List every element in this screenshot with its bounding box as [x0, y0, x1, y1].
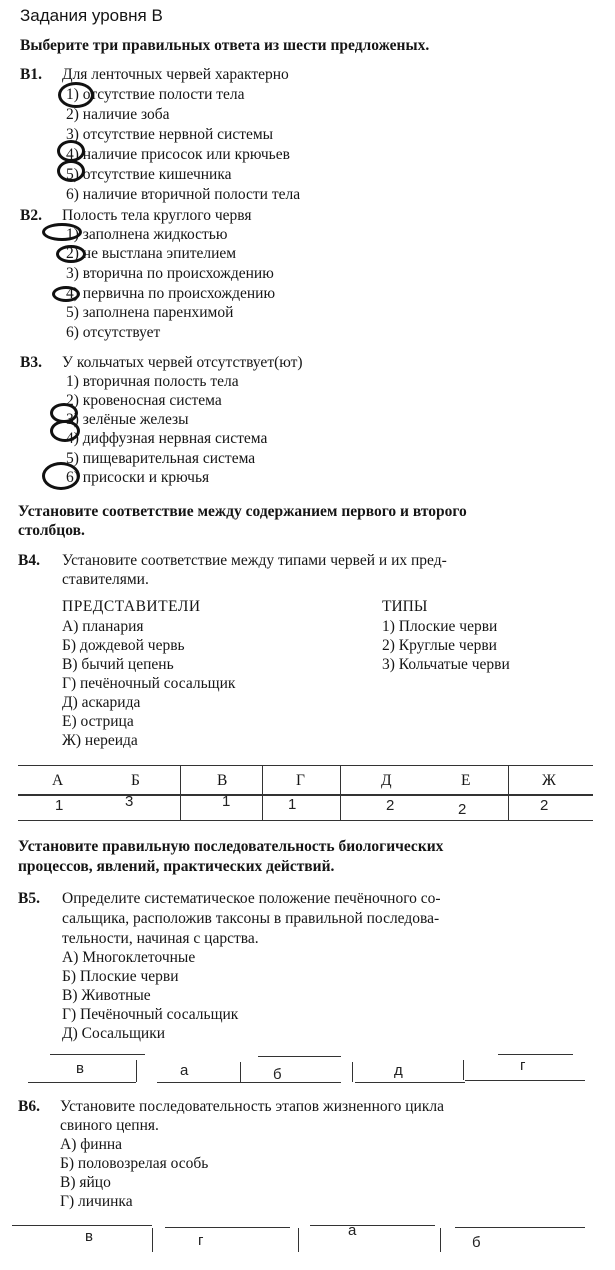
question-text-b5-line1: Определите систематическое положение печёночного со-	[62, 890, 441, 907]
b6-answer-3: а	[348, 1222, 357, 1239]
b3-option-1: 1) вторичная полость тела	[66, 373, 239, 390]
b4-answer-zh: 2	[540, 797, 549, 814]
b3-option-6: 6) присоски и крючья	[66, 469, 210, 486]
b4-col1-header: ПРЕДСТАВИТЕЛИ	[62, 598, 201, 615]
section-instruction-match-line2: столбцов.	[18, 522, 85, 539]
b5-answer-2: а	[180, 1062, 189, 1079]
b5-answer-3: б	[273, 1066, 282, 1083]
b1-option-6: 6) наличие вторичной полости тела	[66, 186, 301, 203]
b2-option-1: 1) заполнена жидкостью	[66, 226, 228, 243]
b6-answer-4: б	[472, 1234, 481, 1251]
question-label-b4: В4.	[18, 552, 40, 569]
question-label-b5: В5.	[18, 890, 40, 907]
b4-table-header-v: В	[217, 772, 228, 789]
b4-table-header-d: Д	[381, 772, 392, 789]
b4-col2-item-2: 2) Круглые черви	[382, 637, 497, 654]
b4-table-header-zh: Ж	[542, 772, 556, 789]
section-instruction-match-line1: Установите соответствие между содержанием первого и второго	[18, 503, 467, 520]
b4-answer-d: 2	[386, 797, 395, 814]
b2-option-3: 3) вторична по происхождению	[66, 265, 274, 282]
b6-answer-2: г	[198, 1232, 204, 1249]
b3-option-5: 5) пищеварительная система	[66, 450, 256, 467]
answer-circle-b2-2	[56, 245, 86, 263]
b1-option-3: 3) отсутствие нервной системы	[66, 126, 274, 143]
answer-circle-b1-1	[58, 82, 94, 108]
b1-option-4: 4) наличие присосок или крючьев	[66, 146, 290, 163]
b4-col1-item-a: А) планария	[62, 618, 144, 635]
b4-col1-item-g: Г) печёночный сосальщик	[62, 675, 236, 692]
question-text-b5-line2: сальщика, расположив таксоны в правильной последова-	[62, 910, 440, 927]
b1-option-5: 5) отсутствие кишечника	[66, 166, 232, 183]
b2-option-2: 2) не выстлана эпителием	[66, 245, 237, 262]
b3-option-4: 4) диффузная нервная система	[66, 430, 268, 447]
b4-answer-g: 1	[288, 796, 297, 813]
b4-answer-e: 2	[458, 801, 467, 818]
b4-col1-item-b: Б) дождевой червь	[62, 637, 185, 654]
b4-answer-v: 1	[222, 793, 231, 810]
b4-col2-item-1: 1) Плоские черви	[382, 618, 498, 635]
question-label-b6: В6.	[18, 1098, 40, 1115]
question-text-b6-line2: свиного цепня.	[60, 1117, 159, 1134]
b4-col2-item-3: 3) Кольчатые черви	[382, 656, 510, 673]
question-label-b2: В2.	[20, 207, 42, 224]
question-label-b3: В3.	[20, 354, 42, 371]
b5-option-d: Д) Сосальщики	[62, 1025, 166, 1042]
b4-col1-item-e: Е) острица	[62, 713, 134, 730]
b4-col1-item-zh: Ж) нереида	[62, 732, 138, 749]
question-text-b5-line3: тельности, начиная с царства.	[62, 930, 259, 947]
question-label-b1: В1.	[20, 66, 42, 83]
b4-col1-item-v: В) бычий цепень	[62, 656, 174, 673]
b5-answer-5: г	[520, 1057, 526, 1074]
section-instruction-sequence-line2: процессов, явлений, практических действий.	[18, 858, 335, 875]
b1-option-2: 2) наличие зоба	[66, 106, 170, 123]
b6-option-v: В) яйцо	[60, 1174, 111, 1191]
answer-circle-b3-6	[42, 462, 80, 490]
b5-answer-4: д	[394, 1062, 403, 1079]
b6-option-g: Г) личинка	[60, 1193, 133, 1210]
answer-circle-b3-4	[50, 420, 80, 442]
answer-circle-b1-5	[57, 160, 85, 182]
b5-option-v: В) Животные	[62, 987, 151, 1004]
question-text-b4-line2: ставителями.	[62, 571, 149, 588]
b5-option-a: А) Многоклеточные	[62, 949, 196, 966]
b5-answer-1: в	[76, 1060, 84, 1077]
b2-option-5: 5) заполнена паренхимой	[66, 304, 234, 321]
b5-option-g: Г) Печёночный сосальщик	[62, 1006, 239, 1023]
question-text-b2: Полость тела круглого червя	[62, 207, 252, 224]
b4-answer-a: 1	[55, 797, 64, 814]
b4-table-header-b: Б	[131, 772, 140, 789]
b4-answer-b: 3	[125, 793, 134, 810]
b2-option-6: 6) отсутствует	[66, 324, 161, 341]
question-text-b6-line1: Установите последовательность этапов жизненного цикла	[60, 1098, 444, 1115]
question-text-b3: У кольчатых червей отсутствует(ют)	[62, 354, 303, 371]
b4-table-header-g: Г	[296, 772, 305, 789]
b6-option-a: А) финна	[60, 1136, 123, 1153]
question-text-b4-line1: Установите соответствие между типами червей и их пред-	[62, 552, 447, 569]
b6-option-b: Б) половозрелая особь	[60, 1155, 209, 1172]
b4-table-header-a: А	[52, 772, 64, 789]
b3-option-3: 3) зелёные железы	[66, 411, 189, 428]
section-instruction-select: Выберите три правильных ответа из шести предложеных.	[20, 37, 430, 54]
b5-option-b: Б) Плоские черви	[62, 968, 179, 985]
answer-circle-b1-4	[57, 140, 85, 162]
b3-option-2: 2) кровеносная система	[66, 392, 222, 409]
section-instruction-sequence-line1: Установите правильную последовательность биологических	[18, 838, 444, 855]
b2-option-4: 4) первична по происхождению	[66, 285, 276, 302]
b4-table-header-e: Е	[461, 772, 471, 789]
page-title: Задания уровня В	[20, 6, 163, 25]
question-text-b1: Для ленточных червей характерно	[62, 66, 289, 83]
b6-answer-1: в	[85, 1228, 93, 1245]
answer-circle-b2-4	[52, 286, 80, 302]
b1-option-1: 1) отсутствие полости тела	[66, 86, 245, 103]
b4-col1-item-d: Д) аскарида	[62, 694, 141, 711]
answer-circle-b2-1	[42, 223, 82, 241]
b4-col2-header: ТИПЫ	[382, 598, 428, 615]
